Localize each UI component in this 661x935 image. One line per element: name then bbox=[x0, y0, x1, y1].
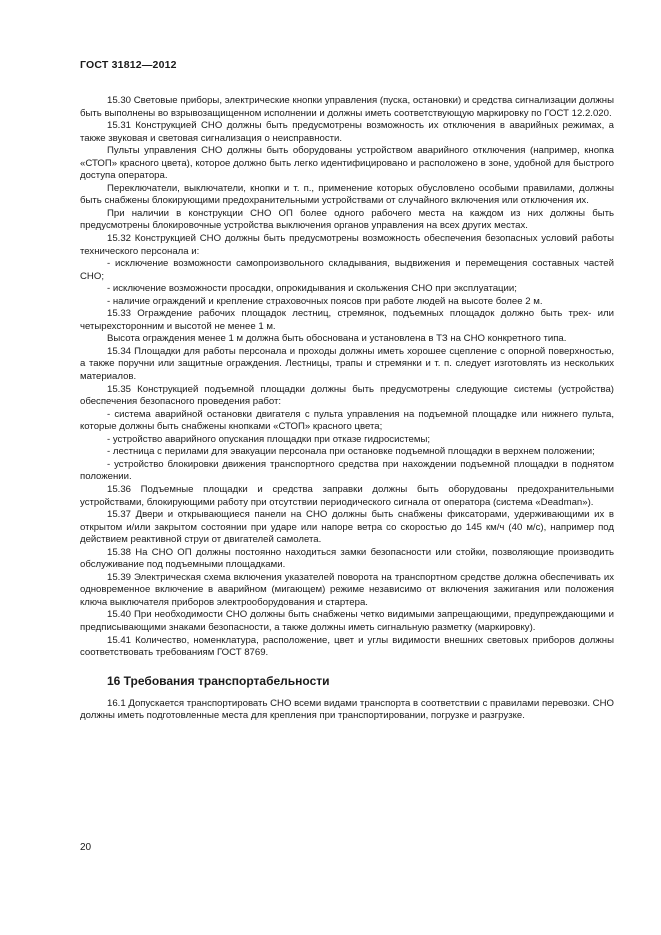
paragraph: 15.33 Ограждение рабочих площадок лестниц, стремянок, подъемных площадок должно быть трех- или четырехсторонним и высотой не менее 1 м. bbox=[80, 308, 614, 332]
paragraph: Переключатели, выключатели, кнопки и т. п., применение которых обусловлено особыми правилами, должны быть снабжены блокирующими предохранительными устройствами от случайного включения или отключения их. bbox=[80, 182, 614, 207]
paragraph: - устройство аварийного опускания площадки при отказе гидросистемы; bbox=[107, 433, 431, 445]
paragraph: 15.30 Световые приборы, электрические кнопки управления (пуска, остановки) и средства сигнализации должны быть выполнены во взрывозащищенном исполнении и должны иметь соответствующую маркировку по ГОСТ 12.2.020. bbox=[80, 95, 614, 119]
document-body bbox=[80, 95, 614, 723]
page-number: 20 bbox=[80, 842, 92, 853]
paragraph: 15.37 Двери и открывающиеся панели на СНО должны быть снабжены фиксаторами, удерживающими их в открытом и/или закрытом состоянии при ударе или напоре ветра со скоростью до 145 км/ч (40 м/с), например под действием реактивной струи от двигателей самолета. bbox=[80, 509, 614, 546]
paragraph: 15.32 Конструкцией СНО должны быть предусмотрены возможность обеспечения безопасных условий работы технического персонала и: bbox=[80, 233, 614, 257]
document-header: ГОСТ 31812—2012 bbox=[80, 59, 177, 71]
paragraph: - исключение возможности просадки, опрокидывания и скольжения СНО при эксплуатации; bbox=[107, 283, 517, 295]
paragraph: 15.31 Конструкцией СНО должны быть предусмотрены возможность их отключения в аварийных режимах, а также звуковая и световая сигнализация о неисправности. bbox=[80, 120, 614, 144]
paragraph: - устройство блокировки движения транспортного средства при нахождении подъемной площадки в поднятом положении. bbox=[80, 458, 614, 483]
paragraphs-before bbox=[80, 95, 614, 660]
paragraph: - исключение возможности самопроизвольного складывания, выдвижения и перемещения составных частей СНО; bbox=[80, 258, 614, 282]
paragraph: 15.38 На СНО ОП должны постоянно находиться замки безопасности или стойки, позволяющие производить обслуживание под подъемными площадками. bbox=[80, 546, 614, 571]
paragraph: 15.36 Подъемные площадки и средства заправки должны быть оборудованы предохранительными устройствами, блокирующими работу при отсутствии периодического сигнала от оператора (система «Deadman»). bbox=[80, 483, 614, 508]
section-title: 16 Требования транспортабельности bbox=[107, 673, 330, 688]
paragraph: 15.40 При необходимости СНО должны быть снабжены четко видимыми запрещающими, предупреждающими и предписывающими знаками безопасности, а также должны иметь сигнальную разметку (маркировку). bbox=[80, 609, 614, 633]
paragraph: Высота ограждения менее 1 м должна быть обоснована и установлена в ТЗ на СНО конкретного типа. bbox=[107, 333, 567, 345]
paragraph: - лестница с перилами для эвакуации персонала при остановке подъемной площадки в верхнем положении; bbox=[107, 446, 595, 458]
paragraph: 15.34 Площадки для работы персонала и проходы должны иметь хорошее сцепление с опорной поверхностью, а также поручни или защитные ограждения. Лестницы, трапы и стремянки и т. п. следует изготовлять из нескольких материалов. bbox=[80, 345, 614, 383]
paragraph: 16.1 Допускается транспортировать СНО всеми видами транспорта в соответствии с правилами перевозки. СНО должны иметь подготовленные места для крепления при транспортировании, погрузке и разгрузке. bbox=[80, 697, 614, 722]
paragraph: 15.41 Количество, номенклатура, расположение, цвет и углы видимости внешних световых приборов должны соответствовать требованиям ГОСТ 8769. bbox=[80, 634, 614, 659]
paragraph: - наличие ограждений и крепление страховочных поясов при работе людей на высоте более 2 м. bbox=[107, 295, 543, 307]
paragraphs-after bbox=[80, 698, 614, 723]
paragraph: При наличии в конструкции СНО ОП более одного рабочего места на каждом из них должны быть предусмотрены блокировочные устройства выключения органов управления на всех других местах. bbox=[80, 207, 614, 232]
paragraph: Пульты управления СНО должны быть оборудованы устройством аварийного отключения (например, кнопка «СТОП» красного цвета), которое должно быть легко идентифицировано и расположено в зоне, удобной для быстрого доступа оператора. bbox=[80, 145, 614, 182]
paragraph: 15.35 Конструкцией подъемной площадки должны быть предусмотрены следующие системы (устройства) обеспечения безопасного проведения работ: bbox=[80, 383, 614, 408]
paragraph: 15.39 Электрическая схема включения указателей поворота на транспортном средстве должна обеспечивать их одновременное включение в аварийном (мигающем) режиме независимо от включения зажигания или положения ключа выключателя приборов электрооборудования и стартера. bbox=[80, 571, 614, 608]
paragraph: - система аварийной остановки двигателя с пульта управления на подъемной площадке или нижнего пульта, которые должны быть снабжены кнопками «СТОП» красного цвета; bbox=[80, 408, 614, 433]
